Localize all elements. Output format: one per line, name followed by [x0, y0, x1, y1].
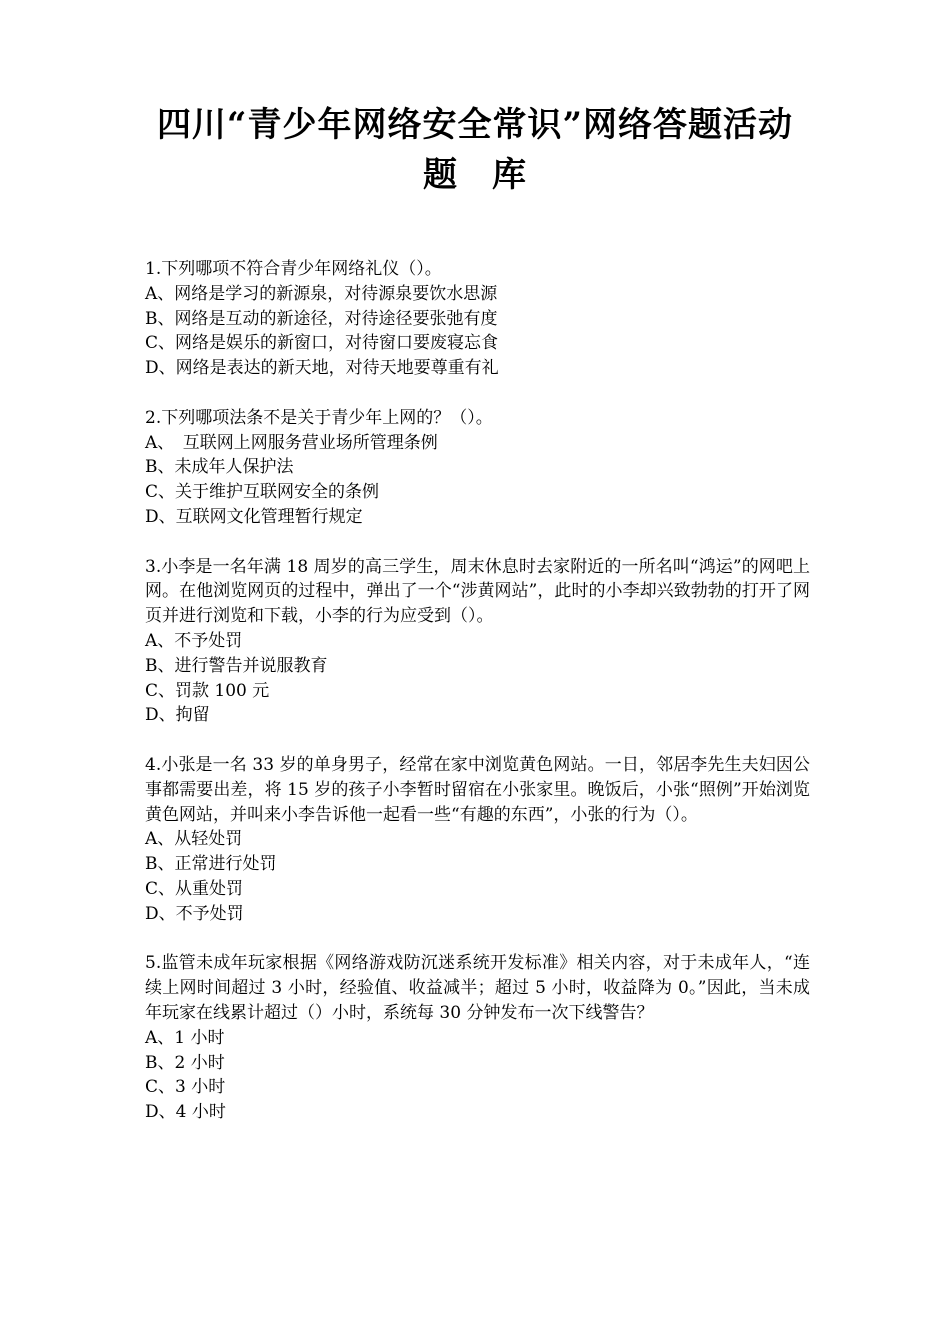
option-b: B、进行警告并说服教育 — [145, 655, 328, 676]
option-d: D、4 小时 — [145, 1102, 226, 1123]
question-1 — [145, 257, 810, 381]
option-d: D、不予处罚 — [145, 903, 244, 924]
option-b: B、网络是互动的新途径，对待途径要张弛有度 — [145, 308, 498, 329]
question-5 — [145, 951, 810, 1125]
question-2 — [145, 406, 810, 530]
option-a: A、网络是学习的新源泉，对待源泉要饮水思源 — [145, 283, 498, 304]
option-a: A、 互联网上网服务营业场所管理条例 — [145, 432, 438, 453]
option-d: D、互联网文化管理暂行规定 — [145, 506, 363, 527]
question-4 — [145, 753, 810, 927]
option-b: B、未成年人保护法 — [145, 457, 294, 478]
question-text: 4.小张是一名 33 岁的单身男子，经常在家中浏览黄色网站。一日，邻居李先生夫妇因公事都需要出差，将 15 岁的孩子小李暂时留宿在小张家里。晚饭后，小张“照例”开始浏览黄色网站，并叫来小李告诉他一起看一些“有趣的东西”，小张的行为（）。 — [145, 754, 810, 825]
document-subtitle — [0, 151, 950, 199]
option-a: A、1 小时 — [145, 1027, 225, 1048]
option-a: A、不予处罚 — [145, 630, 243, 651]
question-text: 2.下列哪项法条不是关于青少年上网的？（）。 — [145, 407, 493, 428]
document-title: 四川“青少年网络安全常识”网络答题活动 — [156, 105, 794, 145]
option-c: C、从重处罚 — [145, 878, 244, 899]
question-text: 3.小李是一名年满 18 周岁的高三学生，周末休息时去家附近的一所名叫“鸿运”的网吧上网。在他浏览网页的过程中，弹出了一个“涉黄网站”，此时的小李却兴致勃勃的打开了网页并进行浏览和下载，小李的行为应受到（）。 — [145, 556, 810, 627]
option-c: C、罚款 100 元 — [145, 680, 270, 701]
subtitle-char-2: 库 — [492, 155, 527, 195]
question-text: 5.监管未成年玩家根据《网络游戏防沉迷系统开发标准》相关内容，对于未成年人，“连续上网时间超过 3 小时，经验值、收益减半；超过 5 小时，收益降为 0。”因此，当未成年玩家在线累计超过（）小时，系统每 30 分钟发布一次下线警告？ — [145, 953, 810, 1023]
question-list — [145, 257, 810, 1150]
option-c: C、关于维护互联网安全的条例 — [145, 482, 380, 503]
option-b: B、正常进行处罚 — [145, 854, 277, 875]
question-text: 1.下列哪项不符合青少年网络礼仪（）。 — [145, 259, 442, 279]
question-3 — [145, 555, 810, 729]
option-b: B、2 小时 — [145, 1052, 225, 1073]
option-c: C、3 小时 — [145, 1077, 226, 1098]
subtitle-char-1: 题 — [423, 155, 458, 195]
option-d: D、网络是表达的新天地，对待天地要尊重有礼 — [145, 358, 499, 379]
option-a: A、从轻处罚 — [145, 829, 243, 850]
option-c: C、网络是娱乐的新窗口，对待窗口要废寝忘食 — [145, 333, 499, 354]
option-d: D、拘留 — [145, 705, 210, 726]
